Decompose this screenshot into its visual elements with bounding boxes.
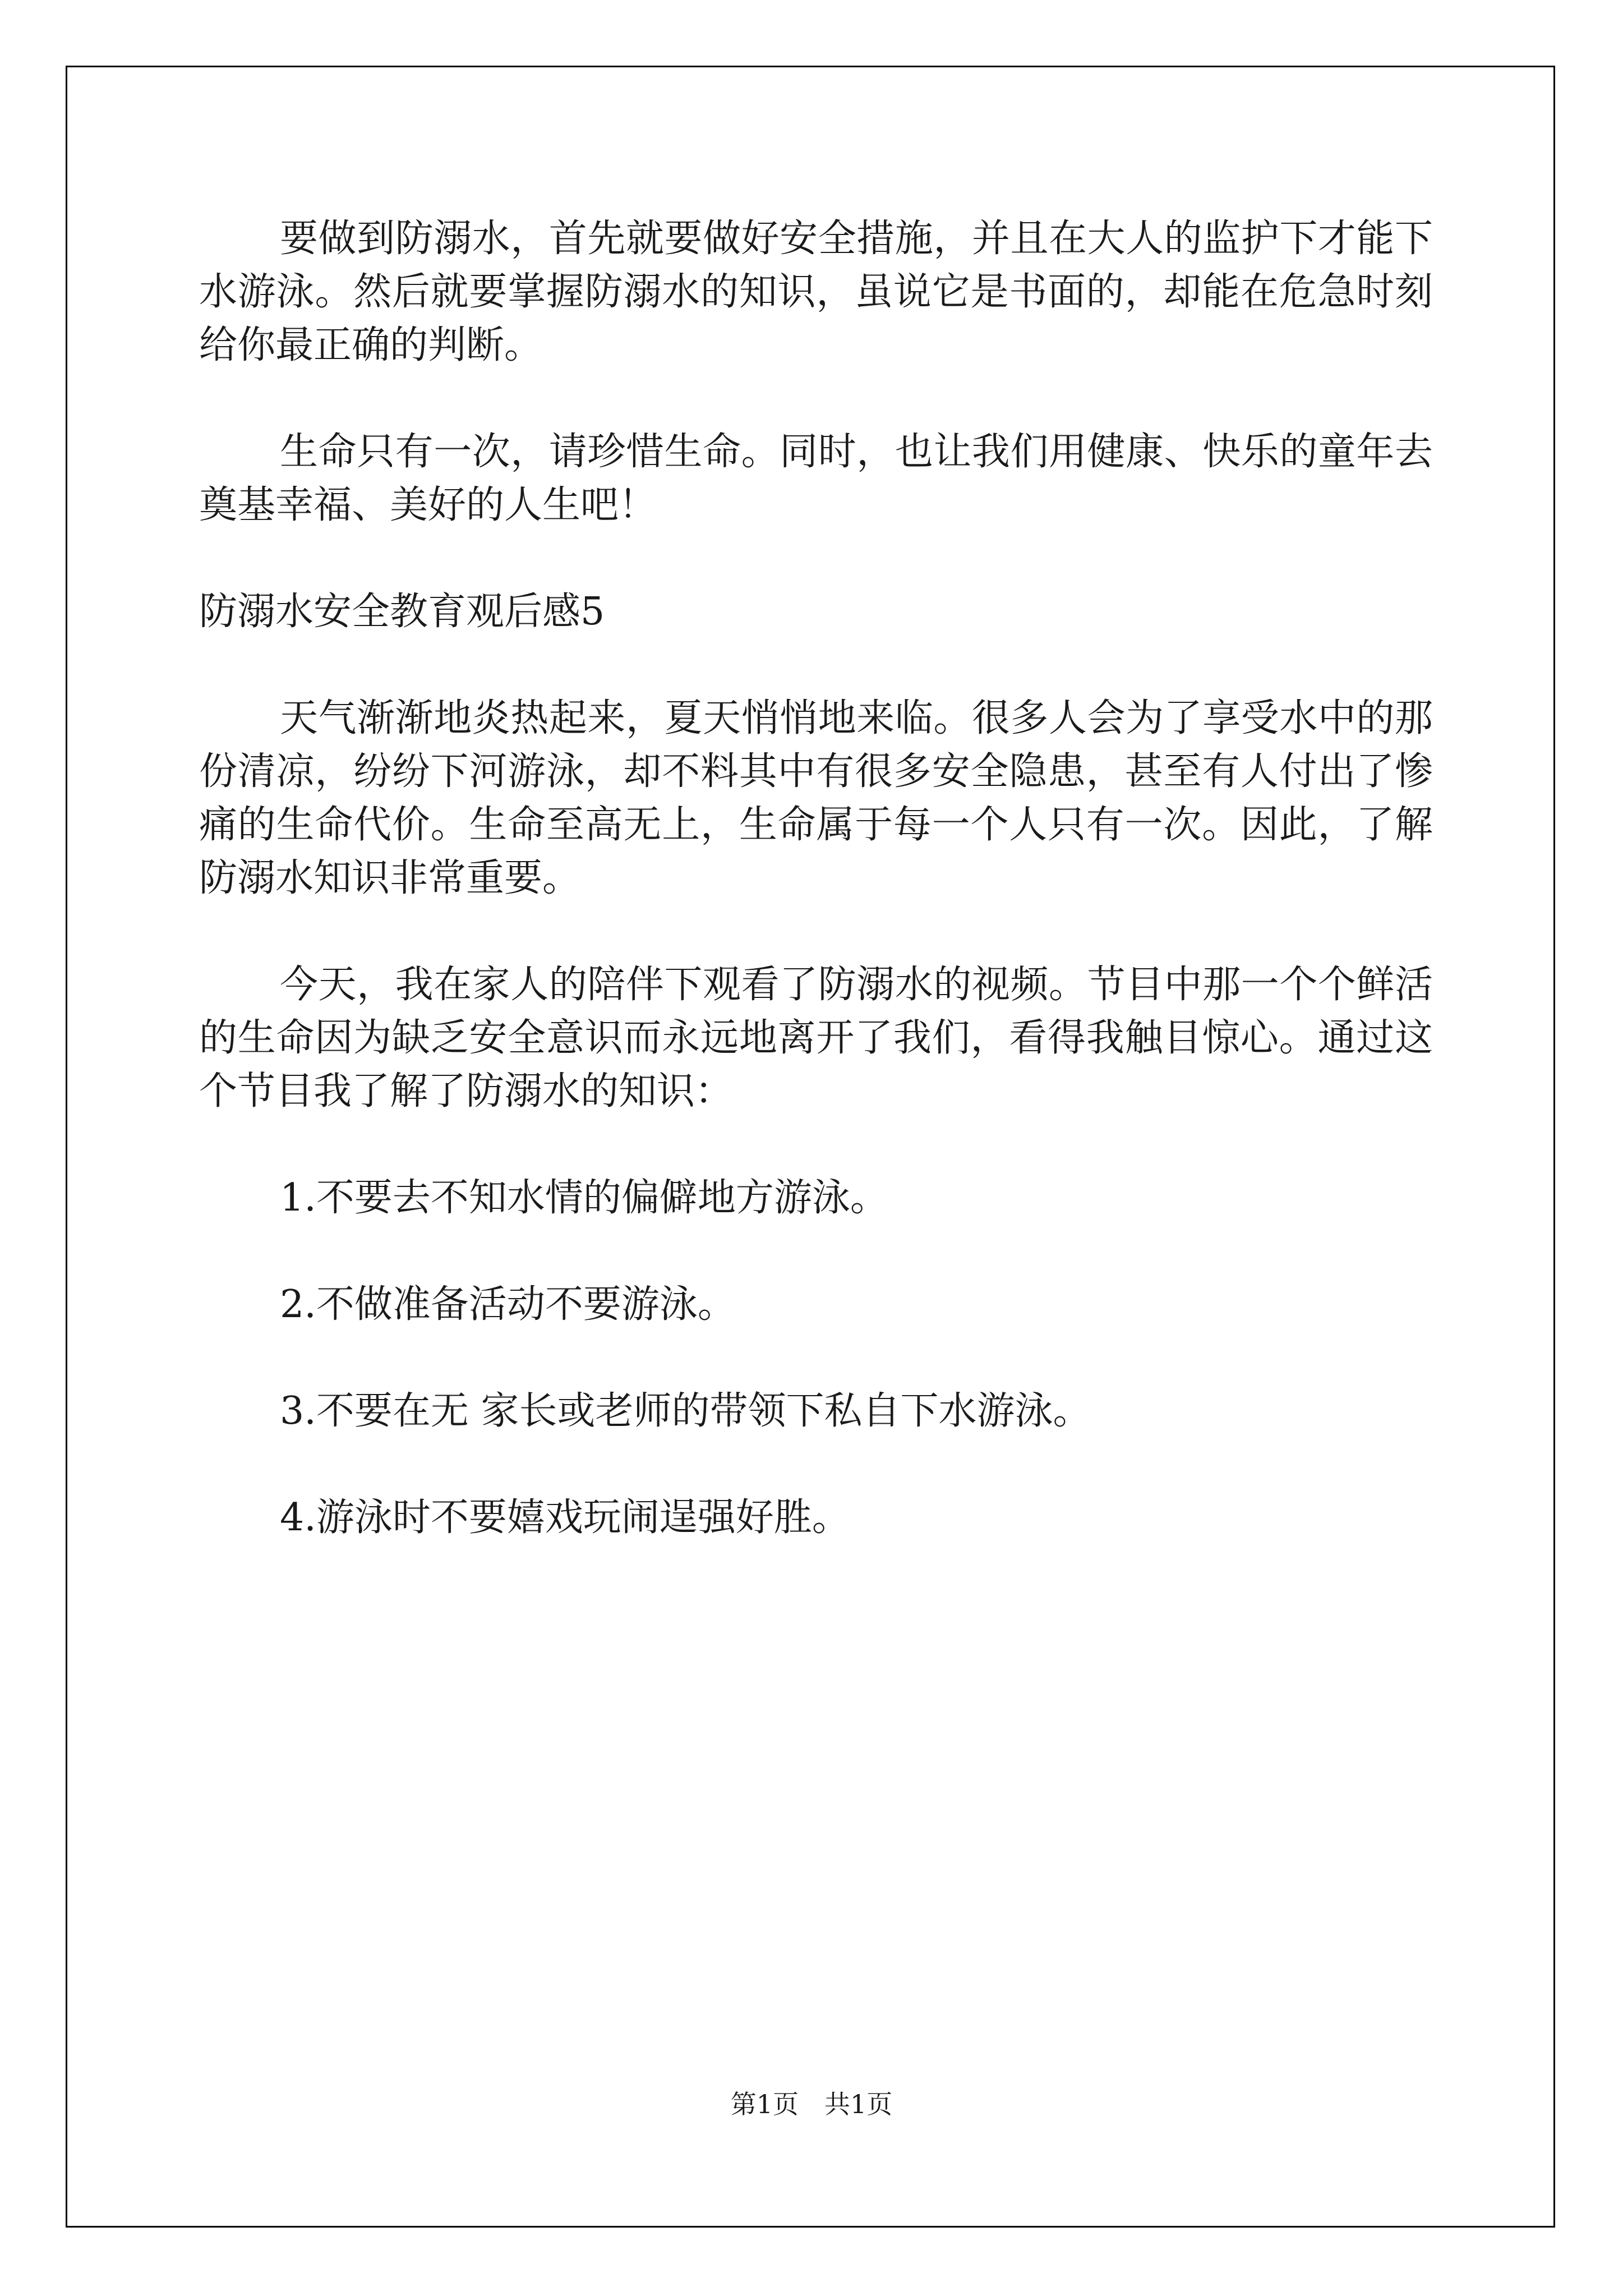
section-heading: 防溺水安全教育观后感5	[199, 590, 605, 634]
paragraph-summer-intro: 天气渐渐地炎热起来，夏天悄悄地来临。很多人会为了享受水中的那份清凉，纷纷下河游泳，却不料其中有很多安全隐患，甚至有人付出了惨痛的生命代价。生命至高无上，生命属于每一个人只有一次。因此，了解防溺水知识非常重要。	[199, 696, 1433, 900]
paragraph-safety-measures: 要做到防溺水，首先就要做好安全措施，并且在大人的监护下才能下水游泳。然后就要掌握防溺水的知识，虽说它是书面的，却能在危急时刻给你最正确的判断。	[199, 217, 1433, 367]
paragraph-gap	[199, 905, 1433, 958]
paragraph-gap	[199, 532, 1433, 585]
document-body	[199, 212, 1433, 1544]
paragraph-cherish-life: 生命只有一次，请珍惜生命。同时，也让我们用健康、快乐的童年去奠基幸福、美好的人生吧！	[199, 430, 1433, 527]
page-footer: 第1页 共1页	[730, 2089, 893, 2119]
paragraph-gap	[199, 638, 1433, 692]
list-item-3: 3.不要在无 家长或老师的带领下私自下水游泳。	[280, 1389, 1091, 1433]
list-item-4: 4.游泳时不要嬉戏玩闹逞强好胜。	[280, 1496, 850, 1540]
list-item-1: 1.不要去不知水情的偏僻地方游泳。	[280, 1176, 888, 1220]
paragraph-gap	[199, 1118, 1433, 1171]
paragraph-gap	[199, 372, 1433, 425]
paragraph-gap	[199, 1438, 1433, 1491]
paragraph-video-watching: 今天，我在家人的陪伴下观看了防溺水的视频。节目中那一个个鲜活的生命因为缺乏安全意识而永远地离开了我们，看得我触目惊心。通过这个节目我了解了防溺水的知识：	[199, 963, 1433, 1114]
paragraph-gap	[199, 1225, 1433, 1278]
list-item-2: 2.不做准备活动不要游泳。	[280, 1282, 736, 1327]
paragraph-gap	[199, 1331, 1433, 1384]
